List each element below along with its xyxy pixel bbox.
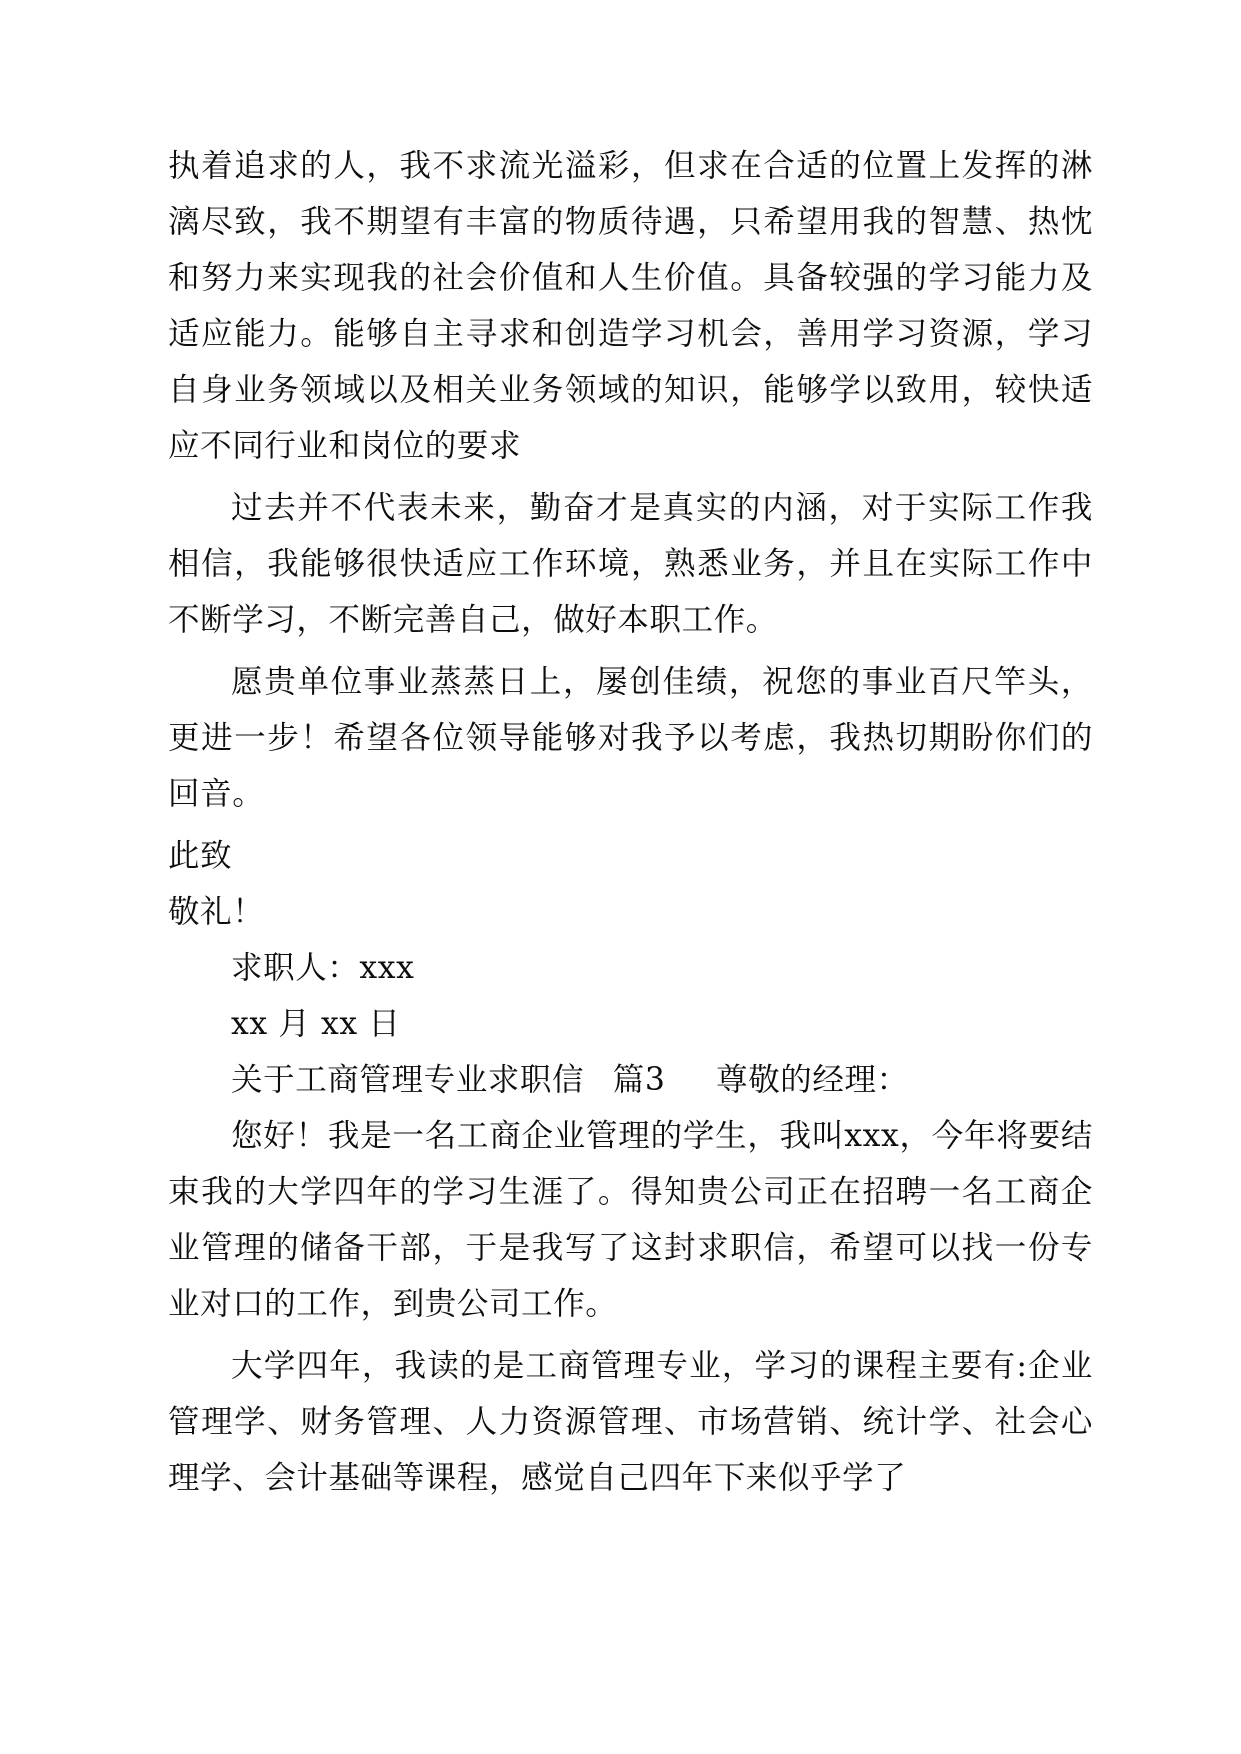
- section-heading-salutation: 尊敬的经理：: [716, 1062, 909, 1098]
- signature-date: xx 月 xx 日: [231, 1006, 401, 1042]
- document-body: [168, 138, 1093, 1506]
- section-heading-title: 关于工商管理专业求职信: [231, 1062, 585, 1098]
- section-heading: [168, 1052, 1093, 1108]
- paragraph-self-introduction: 您好！我是一名工商企业管理的学生，我叫xxx，今年将要结束我的大学四年的学习生涯了。得知贵公司正在招聘一名工商企业管理的储备干部，于是我写了这封求职信，希望可以找一份专业对口的工作，到贵公司工作。: [168, 1118, 1093, 1322]
- closing-line-jingli: 敬礼！: [168, 894, 265, 930]
- paragraph-wishes: 愿贵单位事业蒸蒸日上，屡创佳绩，祝您的事业百尺竿头，更进一步！希望各位领导能够对我予以考虑，我热切期盼你们的回音。: [168, 664, 1093, 812]
- paragraph-past-future: 过去并不代表未来，勤奋才是真实的内涵，对于实际工作我相信，我能够很快适应工作环境，熟悉业务，并且在实际工作中不断学习，不断完善自己，做好本职工作。: [168, 490, 1093, 638]
- paragraph-continued-pursuit: 执着追求的人，我不求流光溢彩，但求在合适的位置上发挥的淋漓尽致，我不期望有丰富的物质待遇，只希望用我的智慧、热忱和努力来实现我的社会价值和人生价值。具备较强的学习能力及适应能力。能够自主寻求和创造学习机会，善用学习资源，学习自身业务领域以及相关业务领域的知识，能够学以致用，较快适应不同行业和岗位的要求: [168, 148, 1093, 464]
- section-heading-number: 篇3: [612, 1062, 666, 1098]
- paragraph-courses: 大学四年，我读的是工商管理专业，学习的课程主要有:企业管理学、财务管理、人力资源管理、市场营销、统计学、社会心理学、会计基础等课程，感觉自己四年下来似乎学了: [168, 1348, 1093, 1496]
- signature-applicant: 求职人：xxx: [231, 950, 415, 986]
- closing-line-cizhi: 此致: [168, 838, 233, 874]
